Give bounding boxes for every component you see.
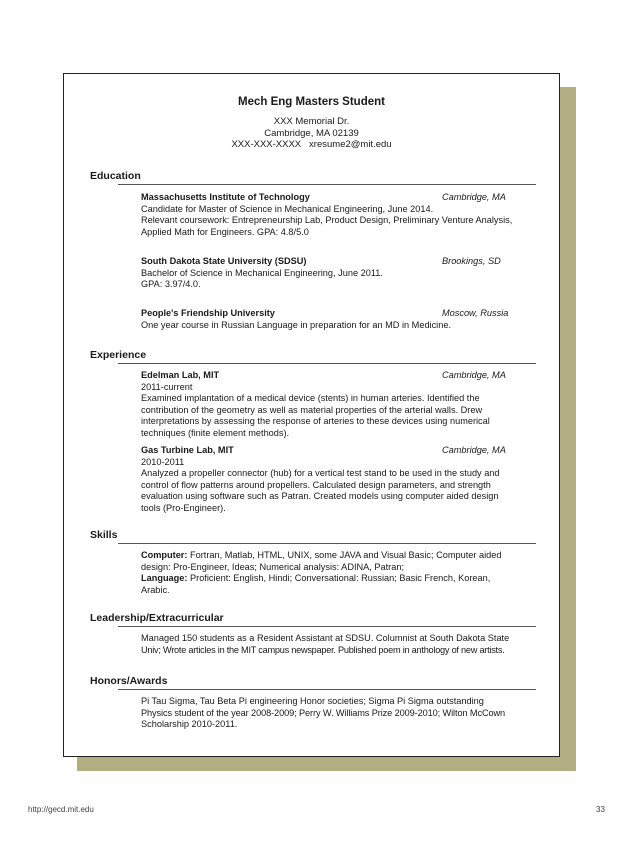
candidate-name: Mech Eng Masters Student [238, 96, 385, 108]
experience-entry-gasturbine [141, 445, 536, 515]
entry-line: techniques (finite element methods). [141, 427, 290, 438]
skills-section [90, 529, 536, 595]
entry-line: Managed 150 students as a Resident Assistant at SDSU. Columnist at South Dakota State [141, 633, 510, 643]
experience-section [90, 349, 536, 513]
entry-line: Univ; Wrote articles in the MIT campus newspaper. Published poem in anthology of new artists. [141, 644, 505, 655]
entry-dates: 2010-2011 [141, 456, 185, 467]
section-divider [118, 626, 536, 627]
section-title-honors: Honors/Awards [90, 675, 168, 687]
school-location: Moscow, Russia [442, 308, 509, 318]
street-address: XXX Memorial Dr. [273, 116, 350, 127]
entry-line: Analyzed a propeller connector (hub) for a vertical test stand to be used in the study and [141, 468, 500, 479]
entry-line: Pi Tau Sigma, Tau Beta Pi engineering Honor societies; Sigma Pi Sigma outstanding [141, 696, 484, 706]
computer-label: Computer: [141, 550, 188, 560]
entry-line: Scholarship 2010-2011. [141, 719, 238, 730]
org-name: Edelman Lab, MIT [141, 370, 220, 380]
contact-info: XXX-XXX-XXXX xresume2@mit.edu [231, 139, 392, 150]
org-location: Cambridge, MA [442, 370, 506, 380]
computer-skills: Fortran, Matlab, HTML, UNIX, some JAVA and Visual Basic; Computer aided [187, 550, 502, 560]
experience-entry-edelman [141, 370, 536, 440]
resume-header [64, 96, 559, 151]
language-skills: Proficient: English, Hindi; Conversational: Russian; Basic French, Korean, [187, 573, 491, 584]
section-divider [118, 543, 536, 544]
entry-line: Examined implantation of a medical device (stents) in human arteries. Identified the [141, 393, 480, 404]
city-address: Cambridge, MA 02139 [264, 127, 359, 139]
computer-skills-cont: design: Pro-Engineer, Ideas; Numerical analysis: ADINA, Patran; [141, 561, 404, 572]
school-location: Brookings, SD [442, 256, 501, 266]
education-section [90, 170, 536, 330]
org-name: Gas Turbine Lab, MIT [141, 445, 234, 455]
section-divider [118, 184, 536, 185]
section-divider [118, 689, 536, 690]
school-location: Cambridge, MA [442, 192, 506, 202]
entry-line: evaluation using software such as Patran. Created models using computer aided design [141, 491, 499, 502]
school-name: South Dakota State University (SDSU) [141, 256, 307, 266]
section-title-education: Education [90, 170, 141, 182]
entry-line: Relevant coursework: Entrepreneurship Lab, Product Design, Preliminary Venture Analysis, [141, 215, 513, 226]
entry-line: GPA: 3.97/4.0. [141, 279, 201, 290]
entry-line: One year course in Russian Language in preparation for an MD in Medicine. [141, 319, 451, 330]
language-label: Language: [141, 573, 188, 584]
entry-line: contribution of the geometry as well as material properties of the arterial walls. Drew [141, 404, 483, 415]
honors-entry [141, 696, 536, 731]
honors-section [90, 675, 536, 730]
resume-page [63, 73, 560, 757]
section-title-skills: Skills [90, 529, 118, 541]
skills-entry [141, 550, 536, 596]
education-entry-mit [141, 192, 536, 238]
section-title-leadership: Leadership/Extracurricular [90, 612, 224, 624]
education-entry-pfu [141, 308, 536, 331]
entry-dates: 2011-current [141, 381, 193, 392]
school-name: People's Friendship University [141, 308, 275, 318]
entry-line: interpretations by assessing the response of arteries to these devices using numerical [141, 416, 490, 427]
language-skills-cont: Arabic. [141, 584, 170, 595]
section-divider [118, 363, 536, 364]
education-entry-sdsu [141, 256, 536, 291]
entry-line: Candidate for Master of Science in Mechanical Engineering, June 2014. [141, 203, 434, 214]
entry-line: control of flow patterns around propellers. Calculated design parameters, and strength [141, 479, 491, 490]
org-location: Cambridge, MA [442, 445, 506, 455]
entry-line: Applied Math for Engineers. GPA: 4.8/5.0 [141, 226, 309, 237]
entry-line: tools (Pro-Engineer). [141, 502, 226, 513]
entry-line: Physics student of the year 2008-2009; Perry W. Williams Prize 2009-2010; Wilton McCown [141, 707, 506, 718]
leadership-section [90, 612, 536, 655]
school-name: Massachusetts Institute of Technology [141, 192, 310, 202]
footer-page-number: 33 [596, 805, 605, 814]
footer-url[interactable]: http://gecd.mit.edu [28, 805, 94, 814]
section-title-experience: Experience [90, 349, 147, 361]
leadership-entry [141, 633, 536, 656]
entry-line: Bachelor of Science in Mechanical Engineering, June 2011. [141, 267, 383, 278]
